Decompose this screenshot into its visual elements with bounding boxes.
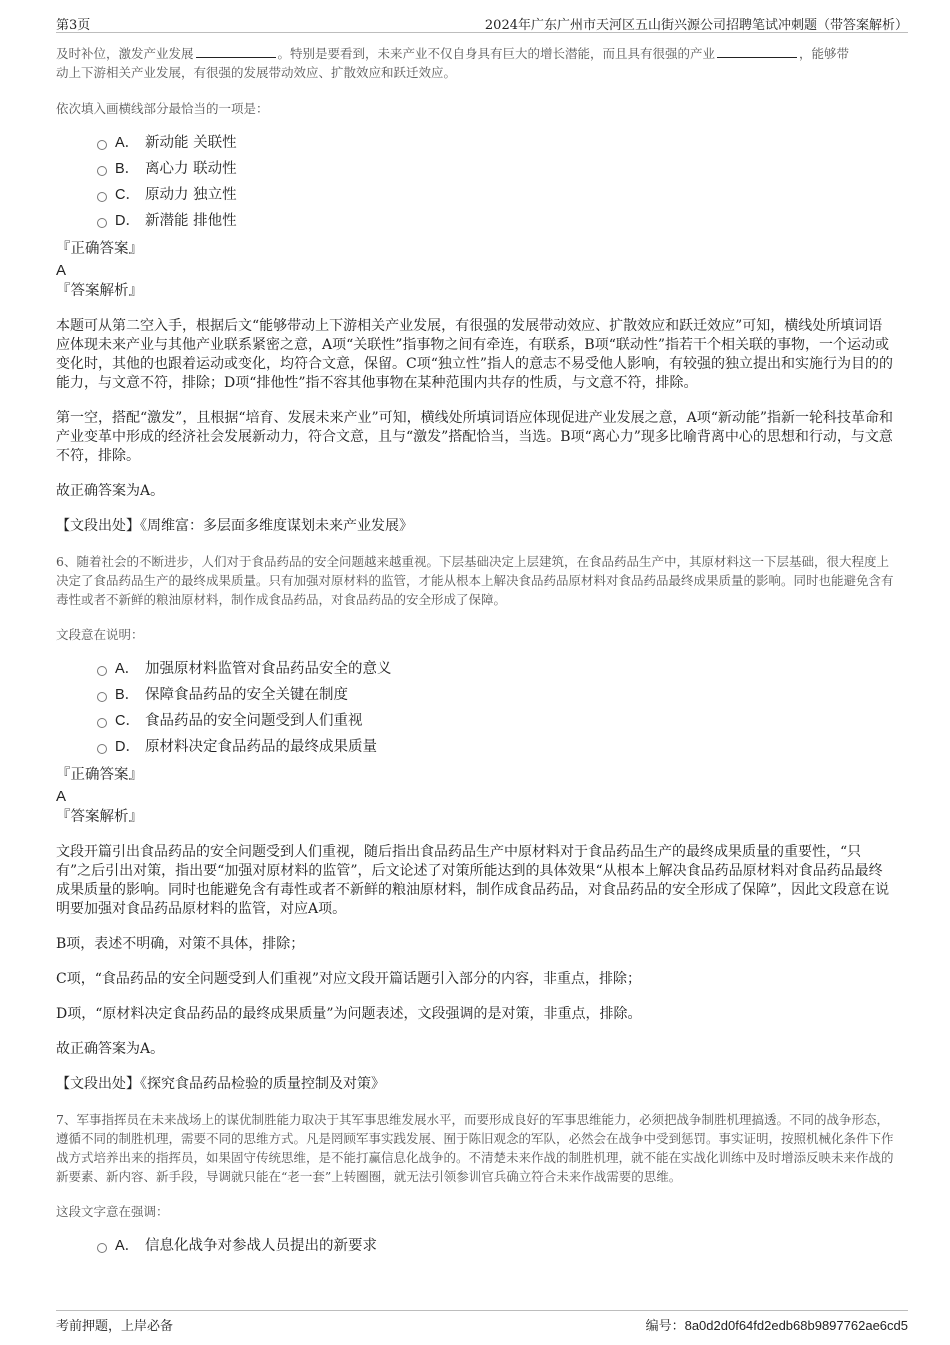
q5-option-b[interactable]: B． 离心力 联动性 bbox=[56, 156, 894, 182]
radio-icon[interactable] bbox=[97, 140, 107, 150]
radio-icon[interactable] bbox=[97, 1243, 107, 1253]
q7-prompt: 这段文字意在强调： bbox=[56, 1204, 169, 1219]
q6-analysis-b: B项，表述不明确，对策不具体，排除； bbox=[56, 936, 305, 952]
q6-conclusion: 故正确答案为A。 bbox=[56, 1041, 165, 1057]
radio-icon[interactable] bbox=[97, 166, 107, 176]
q5-conclusion: 故正确答案为A。 bbox=[56, 483, 165, 499]
q5-answer-label: 『正确答案』 bbox=[56, 241, 143, 257]
fill-blank-1 bbox=[196, 45, 276, 58]
q6-analysis-c: C项，“食品药品的安全问题受到人们重视”对应文段开篇话题引入部分的内容，非重点，排除； bbox=[56, 971, 642, 987]
q5-stem-line2: 动上下游相关产业发展，有很强的发展带动效应、扩散效应和跃迁效应。 bbox=[56, 65, 457, 80]
document-id-value: 8a0d2d0f64fd2edb68b9897762ae6cd5 bbox=[684, 1318, 908, 1333]
q6-source: 【文段出处】《探究食品药品检验的质量控制及对策》 bbox=[56, 1076, 385, 1092]
radio-icon[interactable] bbox=[97, 666, 107, 676]
radio-icon[interactable] bbox=[97, 744, 107, 754]
page-header bbox=[56, 12, 908, 33]
radio-icon[interactable] bbox=[97, 192, 107, 202]
q6-analysis-p1: 文段开篇引出食品药品的安全问题受到人们重视，随后指出食品药品生产中原材料对于食品药品生产的最终成果质量的重要性，“只有”之后引出对策，指出要“加强对原材料的监管”，后文论述了对策所能达到的具体效果“从根本上解决食品药品原材料对食品药品最终成果质量的影响。同时也能避免含有毒性或者不新鲜的粮油原材料，制作成食品药品，对食品药品的安全形成了保障”，因此文段意在说明要加强对食品药品原材料的监管，对应A项。 bbox=[56, 844, 890, 917]
q5-option-a[interactable]: A． 新动能 关联性 bbox=[56, 130, 894, 156]
q6-option-a[interactable]: A． 加强原材料监管对食品药品安全的意义 bbox=[56, 656, 894, 682]
q5-analysis-p2: 第一空，搭配“激发”，且根据“培育、发展未来产业”可知，横线处所填词语应体现促进产业发展之意，A项“新动能”指新一轮科技革命和产业变革中形成的经济社会发展新动力，符合文意，且与“激发”搭配恰当，当选。B项“离心力”现多比喻背离中心的思想和行动，与文意不符，排除。 bbox=[56, 410, 894, 464]
document-id bbox=[646, 1315, 908, 1334]
q5-answer: A bbox=[56, 262, 67, 279]
footer-slogan: 考前押题，上岸必备 bbox=[56, 1319, 174, 1334]
page-content bbox=[56, 42, 894, 1259]
page-number: 第3页 bbox=[56, 18, 91, 33]
q5-option-c[interactable]: C． 原动力 独立性 bbox=[56, 182, 894, 208]
q6-option-b[interactable]: B． 保障食品药品的安全关键在制度 bbox=[56, 682, 894, 708]
q6-options bbox=[56, 656, 894, 760]
q7-option-a[interactable]: A． 信息化战争对参战人员提出的新要求 bbox=[56, 1233, 894, 1259]
q6-stem: 6、随着社会的不断进步，人们对于食品药品的安全问题越来越重视。下层基础决定上层建筑，在食品药品生产中，其原材料这一下层基础，很大程度上决定了食品药品生产的最终成果质量。只有加强对原材料的监管，才能从根本上解决食品药品原材料对食品药品最终成果质量的影响。同时也能避免含有毒性或者不新鲜的粮油原材料，制作成食品药品，对食品药品的安全形成了保障。 bbox=[56, 554, 894, 607]
q6-answer-label: 『正确答案』 bbox=[56, 767, 143, 783]
q5-options bbox=[56, 130, 894, 234]
q6-prompt: 文段意在说明： bbox=[56, 627, 144, 642]
q6-option-c[interactable]: C． 食品药品的安全问题受到人们重视 bbox=[56, 708, 894, 734]
q5-analysis-label: 『答案解析』 bbox=[56, 283, 143, 299]
radio-icon[interactable] bbox=[97, 718, 107, 728]
fill-blank-2 bbox=[717, 45, 797, 58]
q5-stem-line1: 及时补位，激发产业发展 。特别是要看到，未来产业不仅自身具有巨大的增长潜能，而且具有很强的产业 ，能够带 bbox=[56, 46, 850, 61]
q7-options bbox=[56, 1233, 894, 1259]
q6-option-d[interactable]: D． 原材料决定食品药品的最终成果质量 bbox=[56, 734, 894, 760]
radio-icon[interactable] bbox=[97, 218, 107, 228]
page-footer bbox=[56, 1310, 908, 1337]
q7-stem: 7、军事指挥员在未来战场上的谋优制胜能力取决于其军事思维发展水平，而要形成良好的军事思维能力，必须把战争制胜机理搞透。不同的战争形态，遵循不同的制胜机理，需要不同的思维方式。凡是罔顾军事实践发展、囿于陈旧观念的军队，必然会在战争中受到惩罚。事实证明，按照机械化条件下作战方式培养出来的指挥员，如果固守传统思维，是不能打赢信息化战争的。不清楚未来作战的制胜机理，就不能在实战化训练中及时增添反映未来作战的新要素、新内容、新手段，导调就只能在“老一套”上转圈圈，就无法引领参训官兵确立符合未来作战需要的思维。 bbox=[56, 1112, 894, 1184]
q5-option-d[interactable]: D． 新潜能 排他性 bbox=[56, 208, 894, 234]
document-title: 2024年广东广州市天河区五山街兴源公司招聘笔试冲刺题（带答案解析） bbox=[484, 18, 908, 33]
q6-analysis-label: 『答案解析』 bbox=[56, 809, 143, 825]
document-id-label: 编号： bbox=[645, 1319, 685, 1334]
radio-icon[interactable] bbox=[97, 692, 107, 702]
q5-prompt: 依次填入画横线部分最恰当的一项是： bbox=[56, 101, 269, 116]
q6-answer: A bbox=[56, 788, 67, 805]
q6-analysis-d: D项，“原材料决定食品药品的最终成果质量”为问题表述，文段强调的是对策，非重点，排除。 bbox=[56, 1006, 642, 1022]
q5-source: 【文段出处】《周维富：多层面多维度谋划未来产业发展》 bbox=[56, 518, 413, 534]
q5-analysis-p1: 本题可从第二空入手，根据后文“能够带动上下游相关产业发展，有很强的发展带动效应、扩散效应和跃迁效应”可知，横线处所填词语应体现未来产业与其他产业联系紧密之意，A项“关联性”指事物之间有牵连，有联系，B项“联动性”指若干个相关联的事物，一个运动或变化时，其他的也跟着运动或变化，均符合文意，保留。C项“独立性”指人的意志不易受他人影响，有较强的独立提出和实施行为目的的能力，与文意不符，排除；D项“排他性”指不容其他事物在某种范围内共存的性质，与文意不符，排除。 bbox=[56, 318, 894, 391]
